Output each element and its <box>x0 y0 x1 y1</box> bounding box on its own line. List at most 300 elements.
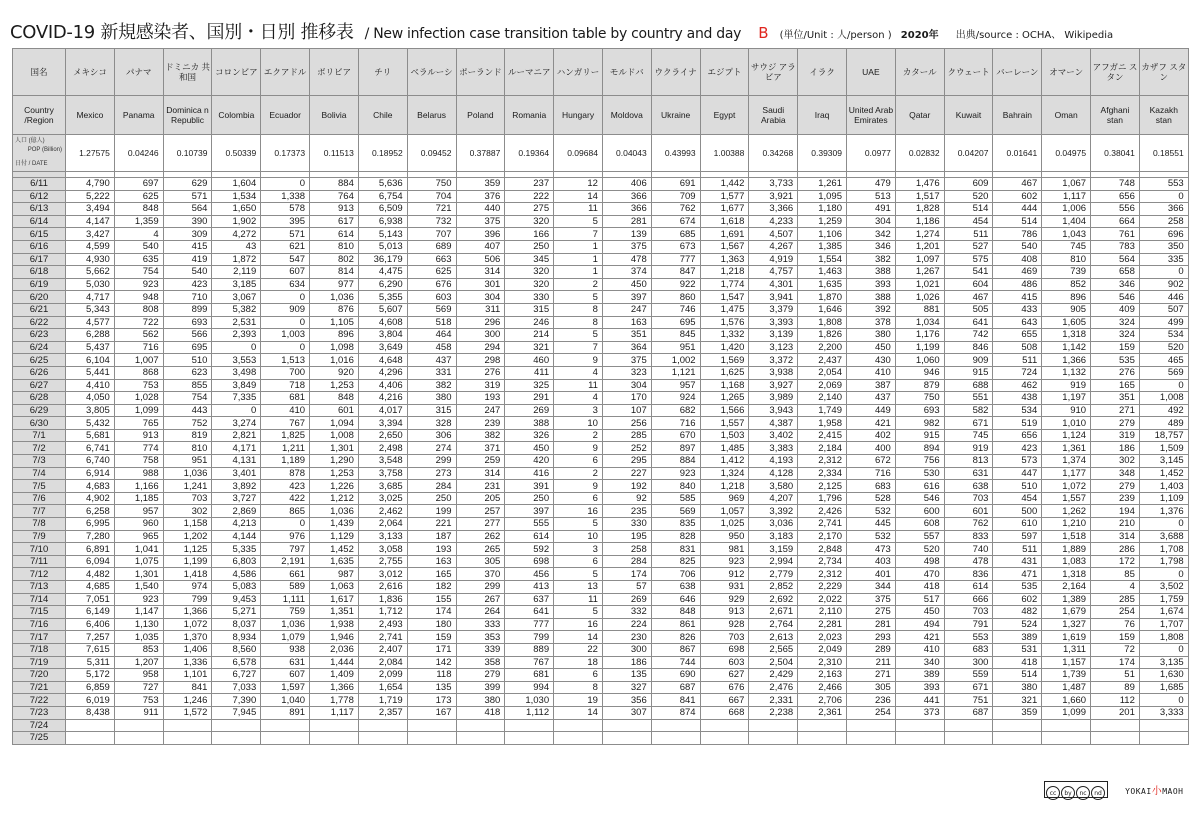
case-count-cell: 994 <box>505 681 554 694</box>
case-count-cell: 897 <box>651 442 700 455</box>
country-name-ja: クウェート <box>944 49 993 96</box>
case-count-cell: 479 <box>847 178 896 191</box>
case-count-cell: 375 <box>602 240 651 253</box>
case-count-cell: 170 <box>602 392 651 405</box>
case-count-cell: 1,099 <box>114 404 163 417</box>
case-count-cell: 1,485 <box>700 442 749 455</box>
case-count-cell: 4,144 <box>212 530 261 543</box>
case-count-cell: 18,757 <box>1139 429 1188 442</box>
country-name-ja: ルーマニア <box>505 49 554 96</box>
date-cell: 7/21 <box>13 681 66 694</box>
case-count-cell: 12 <box>554 178 603 191</box>
case-count-cell: 269 <box>602 593 651 606</box>
case-count-cell: 861 <box>651 618 700 631</box>
table-row <box>13 316 1189 329</box>
case-count-cell: 706 <box>651 568 700 581</box>
case-count-cell <box>895 719 944 732</box>
case-count-cell: 1,290 <box>310 455 359 468</box>
case-count-cell: 1,625 <box>700 366 749 379</box>
case-count-cell: 535 <box>993 581 1042 594</box>
case-count-cell: 1,040 <box>261 694 310 707</box>
case-count-cell: 299 <box>456 581 505 594</box>
case-count-cell: 510 <box>993 480 1042 493</box>
case-count-cell: 0 <box>1139 266 1188 279</box>
case-count-cell: 18 <box>554 656 603 669</box>
brand-mid: 小 <box>1151 786 1163 797</box>
case-count-cell: 0 <box>1139 694 1188 707</box>
case-count-cell: 868 <box>114 366 163 379</box>
case-count-cell: 2,023 <box>798 631 847 644</box>
case-count-cell: 1,111 <box>261 593 310 606</box>
case-count-cell: 118 <box>407 669 456 682</box>
case-count-cell: 852 <box>1042 278 1091 291</box>
case-count-cell: 3,427 <box>66 228 115 241</box>
cc-glyph-by: by <box>1061 786 1075 800</box>
date-cell: 7/25 <box>13 732 66 745</box>
case-count-cell: 2,429 <box>749 669 798 682</box>
case-count-cell: 1,774 <box>700 278 749 291</box>
case-count-cell: 571 <box>163 190 212 203</box>
case-count-cell: 1,630 <box>1139 669 1188 682</box>
date-cell: 6/14 <box>13 215 66 228</box>
case-count-cell: 332 <box>602 606 651 619</box>
case-count-cell: 913 <box>700 606 749 619</box>
table-row <box>13 404 1189 417</box>
case-count-cell: 592 <box>505 543 554 556</box>
case-count-cell: 1,338 <box>261 190 310 203</box>
case-count-cell: 1,618 <box>700 215 749 228</box>
pop-label-ja: 人口 (億人) <box>15 138 45 144</box>
case-count-cell: 275 <box>505 203 554 216</box>
case-count-cell: 1,798 <box>1139 555 1188 568</box>
case-count-cell: 3,183 <box>749 530 798 543</box>
case-count-cell <box>944 732 993 745</box>
case-count-cell: 450 <box>505 442 554 455</box>
case-count-cell: 330 <box>602 518 651 531</box>
case-count-cell: 370 <box>456 568 505 581</box>
case-count-cell: 4,301 <box>749 278 798 291</box>
case-count-cell: 1,825 <box>261 429 310 442</box>
case-count-cell: 1,660 <box>1042 694 1091 707</box>
country-name-ja: カタール <box>895 49 944 96</box>
case-count-cell: 0 <box>261 316 310 329</box>
case-count-cell: 0 <box>1139 379 1188 392</box>
case-count-cell: 1,177 <box>1042 467 1091 480</box>
case-count-cell: 1,079 <box>261 631 310 644</box>
case-count-cell: 284 <box>602 555 651 568</box>
case-count-cell: 346 <box>847 240 896 253</box>
case-count-cell: 400 <box>847 442 896 455</box>
case-count-cell: 656 <box>1091 190 1140 203</box>
case-count-cell: 296 <box>456 316 505 329</box>
case-count-cell: 305 <box>456 555 505 568</box>
country-name-en: Egypt <box>700 96 749 135</box>
case-count-cell: 1,557 <box>1042 492 1091 505</box>
case-count-cell: 774 <box>114 442 163 455</box>
case-count-cell: 1,006 <box>1042 203 1091 216</box>
case-count-cell: 608 <box>895 518 944 531</box>
case-count-cell: 1,324 <box>700 467 749 480</box>
case-count-cell: 2,426 <box>798 505 847 518</box>
case-count-cell <box>554 719 603 732</box>
case-count-cell: 3,133 <box>358 530 407 543</box>
case-count-cell: 855 <box>163 379 212 392</box>
case-count-cell <box>847 732 896 745</box>
case-count-cell: 540 <box>993 240 1042 253</box>
case-count-cell: 14 <box>554 631 603 644</box>
case-count-cell: 491 <box>847 203 896 216</box>
case-count-cell: 444 <box>993 203 1042 216</box>
case-count-cell: 879 <box>895 379 944 392</box>
case-count-cell: 2,565 <box>749 643 798 656</box>
case-count-cell: 335 <box>1139 253 1188 266</box>
case-count-cell: 707 <box>407 228 456 241</box>
case-count-cell: 946 <box>895 366 944 379</box>
date-cell: 7/6 <box>13 492 66 505</box>
case-count-cell: 1,872 <box>212 253 261 266</box>
case-count-cell: 541 <box>944 266 993 279</box>
country-name-en: Chile <box>358 96 407 135</box>
case-count-cell: 351 <box>1091 392 1140 405</box>
case-count-cell <box>1139 719 1188 732</box>
case-count-cell <box>798 732 847 745</box>
case-count-cell <box>602 732 651 745</box>
case-count-cell: 514 <box>944 203 993 216</box>
table-row <box>13 606 1189 619</box>
case-count-cell <box>163 719 212 732</box>
case-count-cell: 698 <box>505 555 554 568</box>
case-count-cell: 478 <box>602 253 651 266</box>
case-count-cell: 835 <box>651 518 700 531</box>
case-count-cell: 948 <box>114 291 163 304</box>
case-count-cell: 1 <box>554 253 603 266</box>
case-count-cell <box>993 719 1042 732</box>
case-count-cell: 7,615 <box>66 643 115 656</box>
case-count-cell: 915 <box>895 429 944 442</box>
case-count-cell: 913 <box>310 203 359 216</box>
case-count-cell: 1,577 <box>700 190 749 203</box>
case-count-cell: 187 <box>407 530 456 543</box>
case-count-cell: 1,366 <box>310 681 359 694</box>
case-count-cell: 534 <box>993 404 1042 417</box>
case-count-cell: 85 <box>1091 568 1140 581</box>
case-count-cell: 402 <box>847 429 896 442</box>
case-count-cell: 753 <box>114 379 163 392</box>
case-count-cell: 1,021 <box>895 278 944 291</box>
case-count-cell: 7,033 <box>212 681 261 694</box>
country-name-en: Ukraine <box>651 96 700 135</box>
case-count-cell: 167 <box>407 706 456 719</box>
population-label-lines <box>13 135 65 171</box>
table-row <box>13 291 1189 304</box>
table-row <box>13 505 1189 518</box>
case-count-cell: 6,406 <box>66 618 115 631</box>
case-count-cell: 1,420 <box>700 341 749 354</box>
case-count-cell: 1,385 <box>798 240 847 253</box>
case-count-cell: 674 <box>651 215 700 228</box>
date-cell: 6/27 <box>13 379 66 392</box>
case-count-cell: 195 <box>602 530 651 543</box>
date-cell: 7/14 <box>13 593 66 606</box>
table-row <box>13 392 1189 405</box>
case-count-cell: 281 <box>847 618 896 631</box>
case-count-cell: 339 <box>456 643 505 656</box>
case-count-cell: 709 <box>651 190 700 203</box>
case-count-cell: 348 <box>1091 467 1140 480</box>
case-count-cell: 683 <box>944 643 993 656</box>
case-count-cell: 321 <box>505 341 554 354</box>
case-count-cell: 808 <box>114 303 163 316</box>
case-count-cell: 754 <box>163 392 212 405</box>
case-count-cell: 1,180 <box>798 203 847 216</box>
case-count-cell: 4,216 <box>358 392 407 405</box>
case-count-cell: 0 <box>212 341 261 354</box>
case-count-cell: 1,363 <box>700 253 749 266</box>
case-count-cell: 727 <box>114 681 163 694</box>
date-cell: 6/11 <box>13 178 66 191</box>
case-count-cell: 1,958 <box>798 417 847 430</box>
case-count-cell: 454 <box>944 215 993 228</box>
case-count-cell: 621 <box>261 240 310 253</box>
case-count-cell <box>993 732 1042 745</box>
case-count-cell: 4,757 <box>749 266 798 279</box>
case-count-cell: 1,008 <box>1139 392 1188 405</box>
table-row <box>13 341 1189 354</box>
case-count-cell: 4,930 <box>66 253 115 266</box>
case-count-cell: 274 <box>407 442 456 455</box>
date-cell: 7/7 <box>13 505 66 518</box>
case-count-cell: 6,578 <box>212 656 261 669</box>
case-count-cell: 767 <box>505 656 554 669</box>
table-row <box>13 266 1189 279</box>
case-count-cell: 454 <box>993 492 1042 505</box>
case-count-cell: 3,688 <box>1139 530 1188 543</box>
case-count-cell: 302 <box>163 505 212 518</box>
case-count-cell: 974 <box>163 581 212 594</box>
population-value: 0.04975 <box>1042 135 1091 172</box>
case-count-cell: 300 <box>944 656 993 669</box>
case-count-cell: 478 <box>944 555 993 568</box>
case-count-cell: 293 <box>847 631 896 644</box>
case-count-cell: 1,157 <box>1042 656 1091 669</box>
case-count-cell: 1,557 <box>700 417 749 430</box>
case-count-cell: 2,163 <box>798 669 847 682</box>
case-count-cell: 923 <box>700 555 749 568</box>
case-count-cell: 276 <box>1091 366 1140 379</box>
table-row <box>13 354 1189 367</box>
case-count-cell: 910 <box>1042 404 1091 417</box>
table-row <box>13 631 1189 644</box>
case-count-cell: 670 <box>651 429 700 442</box>
case-count-cell: 447 <box>993 467 1042 480</box>
case-count-cell: 342 <box>847 228 896 241</box>
case-count-cell <box>554 732 603 745</box>
case-count-cell: 6,094 <box>66 555 115 568</box>
case-count-cell: 1,125 <box>163 543 212 556</box>
case-count-cell: 569 <box>651 505 700 518</box>
case-count-cell: 2,476 <box>749 681 798 694</box>
case-count-cell: 14 <box>554 190 603 203</box>
case-count-cell: 1,301 <box>114 568 163 581</box>
case-count-cell: 1,036 <box>310 291 359 304</box>
case-count-cell: 2,022 <box>798 593 847 606</box>
country-name-ja: UAE <box>847 49 896 96</box>
case-count-cell: 252 <box>602 442 651 455</box>
case-count-cell: 159 <box>1091 341 1140 354</box>
case-count-cell: 423 <box>261 480 310 493</box>
case-count-cell: 1,318 <box>1042 568 1091 581</box>
case-count-cell: 4,475 <box>358 266 407 279</box>
case-count-cell: 1,226 <box>310 480 359 493</box>
case-count-cell: 186 <box>1091 442 1140 455</box>
case-count-cell: 10 <box>554 530 603 543</box>
date-cell: 7/13 <box>13 581 66 594</box>
case-count-cell: 902 <box>1139 278 1188 291</box>
case-count-cell: 467 <box>993 178 1042 191</box>
country-name-ja: バーレーン <box>993 49 1042 96</box>
case-count-cell: 1,646 <box>798 303 847 316</box>
case-count-cell: 201 <box>1091 706 1140 719</box>
case-count-cell: 224 <box>602 618 651 631</box>
case-count-cell: 860 <box>651 291 700 304</box>
case-count-cell: 899 <box>163 303 212 316</box>
case-count-cell: 4,685 <box>66 581 115 594</box>
case-count-cell: 693 <box>895 404 944 417</box>
case-count-cell: 627 <box>700 669 749 682</box>
case-count-cell: 172 <box>1091 555 1140 568</box>
case-count-cell: 5,013 <box>358 240 407 253</box>
population-label-cell <box>13 135 66 172</box>
case-count-cell: 569 <box>407 303 456 316</box>
case-count-cell: 777 <box>505 618 554 631</box>
case-count-cell: 2 <box>554 467 603 480</box>
case-count-cell: 1,176 <box>895 329 944 342</box>
case-count-cell: 286 <box>1091 543 1140 556</box>
case-count-cell: 1,370 <box>163 631 212 644</box>
case-count-cell: 6,995 <box>66 518 115 531</box>
case-count-cell: 1,007 <box>114 354 163 367</box>
case-count-cell: 828 <box>651 530 700 543</box>
case-count-cell: 289 <box>847 643 896 656</box>
case-count-cell: 389 <box>895 669 944 682</box>
case-count-cell: 247 <box>456 404 505 417</box>
case-count-cell: 683 <box>847 480 896 493</box>
case-count-cell: 2,692 <box>749 593 798 606</box>
case-count-cell: 6,727 <box>212 669 261 682</box>
table-row <box>13 442 1189 455</box>
case-count-cell: 330 <box>505 291 554 304</box>
case-count-cell: 641 <box>505 606 554 619</box>
date-cell: 7/22 <box>13 694 66 707</box>
case-count-cell: 3,727 <box>212 492 261 505</box>
case-count-cell: 2,238 <box>749 706 798 719</box>
case-count-cell: 7,335 <box>212 392 261 405</box>
case-count-cell: 532 <box>847 530 896 543</box>
country-name-en: Colombia <box>212 96 261 135</box>
table-row <box>13 543 1189 556</box>
case-count-cell: 295 <box>602 455 651 468</box>
case-count-cell: 2,779 <box>749 568 798 581</box>
case-count-cell: 689 <box>407 240 456 253</box>
case-count-cell: 514 <box>993 669 1042 682</box>
case-count-cell: 848 <box>310 392 359 405</box>
case-count-cell: 375 <box>847 593 896 606</box>
cc-glyph-cc: cc <box>1046 786 1060 800</box>
case-count-cell: 2,755 <box>358 555 407 568</box>
case-count-cell: 884 <box>310 178 359 191</box>
case-count-cell: 4,213 <box>212 518 261 531</box>
case-count-cell: 517 <box>895 593 944 606</box>
case-count-cell: 5 <box>554 291 603 304</box>
cc-glyph-nc: nc <box>1076 786 1090 800</box>
case-count-cell <box>1042 719 1091 732</box>
case-count-cell: 345 <box>505 253 554 266</box>
country-name-en: Saudi Arabia <box>749 96 798 135</box>
case-count-cell: 304 <box>456 291 505 304</box>
case-count-cell: 5,335 <box>212 543 261 556</box>
case-count-cell: 285 <box>1091 593 1140 606</box>
date-cell: 7/15 <box>13 606 66 619</box>
case-count-cell: 553 <box>1139 178 1188 191</box>
case-count-cell: 511 <box>993 354 1042 367</box>
case-count-cell: 1,442 <box>700 178 749 191</box>
case-count-cell: 556 <box>1091 203 1140 216</box>
case-count-cell: 981 <box>700 543 749 556</box>
case-count-cell: 373 <box>895 706 944 719</box>
table-row <box>13 732 1189 745</box>
case-count-cell: 2,994 <box>749 555 798 568</box>
case-count-cell: 1,253 <box>310 467 359 480</box>
case-count-cell: 11 <box>554 593 603 606</box>
case-count-cell: 1,327 <box>1042 618 1091 631</box>
case-count-cell: 1,043 <box>1042 228 1091 241</box>
case-count-cell: 374 <box>602 266 651 279</box>
case-count-cell: 4,482 <box>66 568 115 581</box>
case-count-cell: 359 <box>993 706 1042 719</box>
case-count-cell: 2,191 <box>261 555 310 568</box>
case-count-cell: 1,418 <box>163 568 212 581</box>
case-count-cell: 395 <box>261 215 310 228</box>
case-count-cell: 388 <box>847 266 896 279</box>
case-count-cell: 3,804 <box>358 329 407 342</box>
case-count-cell: 456 <box>505 568 554 581</box>
case-count-cell: 571 <box>261 228 310 241</box>
case-count-cell: 299 <box>407 455 456 468</box>
table-row <box>13 643 1189 656</box>
case-count-cell: 273 <box>407 467 456 480</box>
case-count-cell: 685 <box>651 228 700 241</box>
case-count-cell: 988 <box>114 467 163 480</box>
case-count-cell: 4,233 <box>749 215 798 228</box>
case-count-cell: 327 <box>602 681 651 694</box>
case-count-cell: 889 <box>505 643 554 656</box>
case-count-cell: 378 <box>847 316 896 329</box>
case-count-cell: 464 <box>407 329 456 342</box>
case-count-cell: 4,599 <box>66 240 115 253</box>
case-count-cell: 718 <box>261 379 310 392</box>
case-count-cell: 1,540 <box>114 581 163 594</box>
case-count-cell: 841 <box>163 681 212 694</box>
case-count-cell <box>212 732 261 745</box>
case-count-cell: 1,132 <box>1042 366 1091 379</box>
case-count-cell: 4,131 <box>212 455 261 468</box>
case-count-cell: 431 <box>993 555 1042 568</box>
case-count-cell: 6,741 <box>66 442 115 455</box>
country-name-en: Hungary <box>554 96 603 135</box>
title-sub: / New infection case transition table by country and day <box>364 26 742 42</box>
case-count-cell: 410 <box>847 366 896 379</box>
case-count-cell: 601 <box>944 505 993 518</box>
